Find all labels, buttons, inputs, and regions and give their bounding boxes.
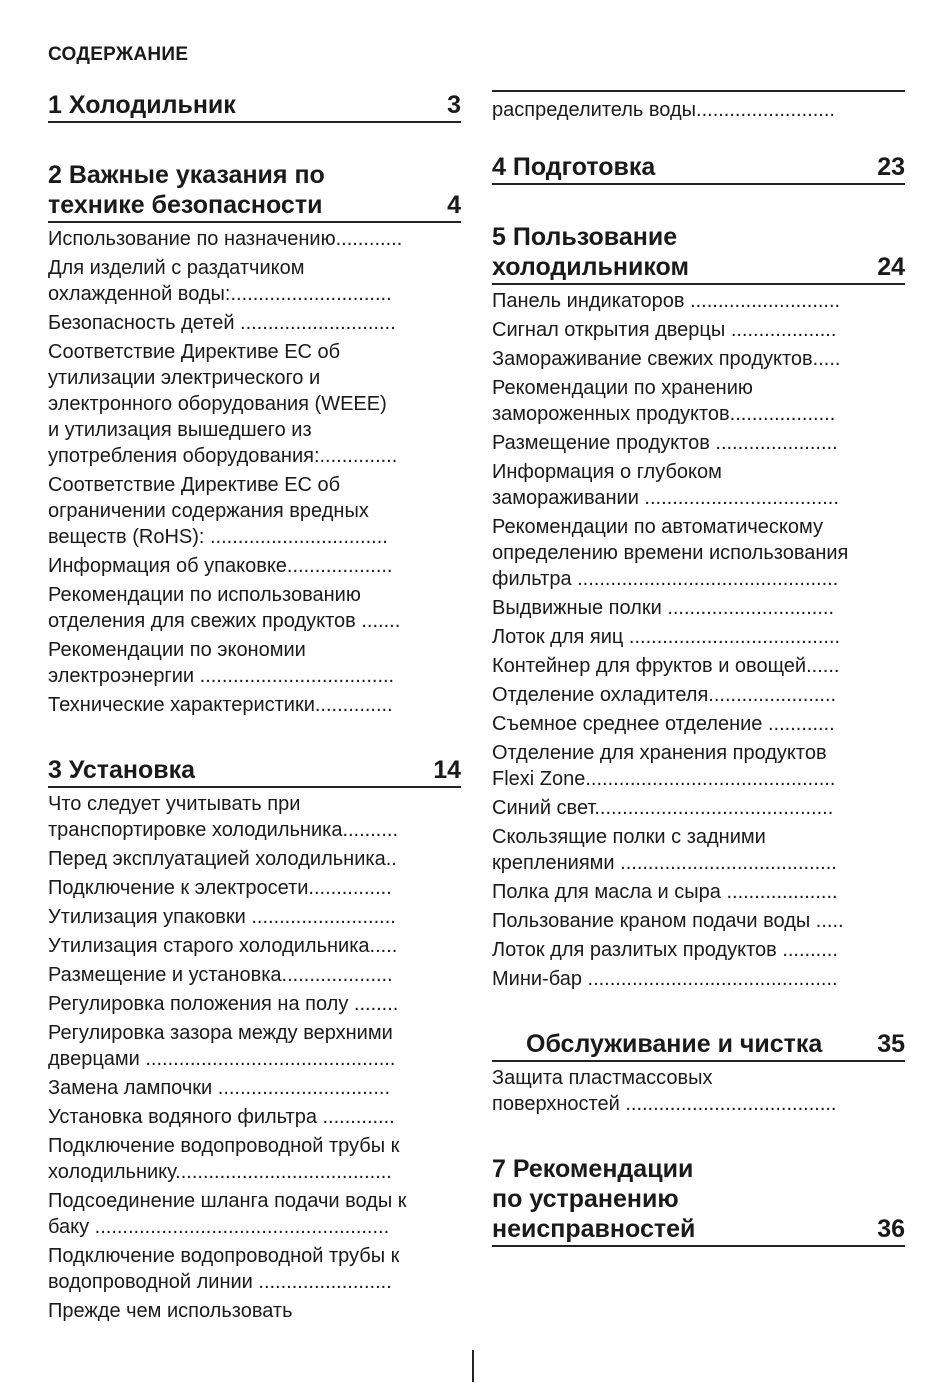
- toc-entry[interactable]: Соответствие Директиве ЕС об утилизации электрического и электронного оборудования (WEEE) и утилизация вышедшего из употребления оборудования:..............: [48, 341, 398, 467]
- toc-entry[interactable]: Отделение для хранения продуктов Flexi Zone.............................................: [492, 742, 836, 790]
- toc-entry[interactable]: Полка для масла и сыра ....................: [492, 881, 838, 903]
- toc-entry[interactable]: Лоток для яиц ......................................: [492, 626, 841, 648]
- section-1-title: 1 Холодильник: [48, 91, 236, 119]
- toc-entry[interactable]: Рекомендации по автоматическому определению времени использования фильтра ...............................................: [492, 516, 849, 590]
- section-3-page: 14: [433, 756, 461, 784]
- toc-right-column: [492, 90, 905, 1247]
- toc-entry[interactable]: Рекомендации по экономии электроэнергии ...................................: [48, 639, 395, 687]
- toc-entry[interactable]: Подключение водопроводной трубы к холодильнику.......................................: [48, 1135, 400, 1183]
- section-2-entries: [48, 226, 461, 718]
- toc-entry[interactable]: Безопасность детей ............................: [48, 312, 396, 334]
- section-5-heading[interactable]: [492, 222, 905, 285]
- toc-entry[interactable]: Съемное среднее отделение ............: [492, 713, 835, 735]
- section-5-title: 5 Пользование холодильником: [492, 223, 689, 281]
- toc-entry[interactable]: Для изделий с раздатчиком охлажденной воды:.............................: [48, 257, 392, 305]
- toc-entry[interactable]: Утилизация старого холодильника.....: [48, 935, 398, 957]
- section-4-heading[interactable]: [492, 152, 905, 185]
- toc-entry[interactable]: Размещение и установка....................: [48, 964, 393, 986]
- section-3-heading[interactable]: [48, 755, 461, 788]
- toc-entry[interactable]: Мини-бар .............................................: [492, 968, 838, 990]
- section-5-entries: [492, 288, 905, 992]
- toc-entry[interactable]: Замораживание свежих продуктов.....: [492, 348, 841, 370]
- page-header: СОДЕРЖАНИЕ: [48, 44, 189, 65]
- toc-entry[interactable]: Защита пластмассовых поверхностей ......................................: [492, 1067, 837, 1115]
- toc-entry[interactable]: Информация о глубоком замораживании ...................................: [492, 461, 839, 509]
- section-1-heading[interactable]: [48, 90, 461, 123]
- section-2-page: 4: [447, 191, 461, 219]
- toc-entry[interactable]: Панель индикаторов ...........................: [492, 290, 841, 312]
- section-6-entries: [492, 1065, 905, 1117]
- section-7-heading[interactable]: [492, 1154, 905, 1247]
- toc-entry[interactable]: Установка водяного фильтра .............: [48, 1106, 395, 1128]
- section-3-entries: [48, 791, 461, 1324]
- toc-entry-continued[interactable]: распределитель воды.........................: [492, 90, 905, 123]
- toc-entry[interactable]: Что следует учитывать при транспортировке холодильника..........: [48, 793, 399, 841]
- toc-entry[interactable]: Перед эксплуатацией холодильника..: [48, 848, 397, 870]
- section-6-title: Обслуживание и чистка: [526, 1030, 823, 1058]
- toc-entry[interactable]: Рекомендации по использованию отделения для свежих продуктов .......: [48, 584, 401, 632]
- toc-entry[interactable]: Пользование краном подачи воды .....: [492, 910, 844, 932]
- toc-entry[interactable]: Утилизация упаковки ..........................: [48, 906, 396, 928]
- toc-entry[interactable]: Контейнер для фруктов и овощей......: [492, 655, 840, 677]
- toc-entry[interactable]: Прежде чем использовать: [48, 1300, 293, 1322]
- toc-entry[interactable]: Регулировка зазора между верхними дверцами .............................................: [48, 1022, 396, 1070]
- toc-entry[interactable]: Скользящие полки с задними креплениями .......................................: [492, 826, 837, 874]
- toc-entry[interactable]: Рекомендации по хранению замороженных продуктов...................: [492, 377, 836, 425]
- toc-entry[interactable]: Сигнал открытия дверцы ...................: [492, 319, 837, 341]
- section-3-title: 3 Установка: [48, 756, 196, 784]
- toc-entry[interactable]: Отделение охладителя.......................: [492, 684, 837, 706]
- section-6-page: 35: [877, 1030, 905, 1058]
- section-5-page: 24: [877, 253, 905, 281]
- toc-entry[interactable]: Соответствие Директиве ЕС об ограничении содержания вредных веществ (RoHS): ................................: [48, 474, 388, 548]
- toc-entry[interactable]: Регулировка положения на полу ........: [48, 993, 399, 1015]
- toc-entry[interactable]: Технические характеристики..............: [48, 694, 393, 716]
- section-2-title: 2 Важные указания по технике безопасности: [48, 161, 325, 219]
- toc-entry[interactable]: Замена лампочки ...............................: [48, 1077, 391, 1099]
- toc-left-column: [48, 90, 461, 1324]
- section-1-page: 3: [447, 91, 461, 119]
- section-6-heading[interactable]: [492, 1029, 905, 1062]
- toc-entry[interactable]: Информация об упаковке...................: [48, 555, 393, 577]
- page-center-divider: [472, 1350, 474, 1382]
- toc-entry[interactable]: Подключение водопроводной трубы к водопроводной линии ........................: [48, 1245, 400, 1293]
- section-2-heading[interactable]: [48, 160, 461, 223]
- section-4-page: 23: [877, 153, 905, 181]
- toc-entry[interactable]: Использование по назначению............: [48, 228, 403, 250]
- toc-entry[interactable]: Размещение продуктов ......................: [492, 432, 838, 454]
- toc-entry[interactable]: Синий свет...........................................: [492, 797, 834, 819]
- toc-entry[interactable]: Подключение к электросети...............: [48, 877, 392, 899]
- toc-entry[interactable]: Подсоединение шланга подачи воды к баку .....................................................: [48, 1190, 407, 1238]
- section-7-page: 36: [877, 1215, 905, 1243]
- toc-entry[interactable]: Выдвижные полки ..............................: [492, 597, 835, 619]
- section-4-title: 4 Подготовка: [492, 153, 656, 181]
- toc-entry[interactable]: Лоток для разлитых продуктов ..........: [492, 939, 838, 961]
- section-7-title: 7 Рекомендации по устранению неисправностей: [492, 1155, 696, 1243]
